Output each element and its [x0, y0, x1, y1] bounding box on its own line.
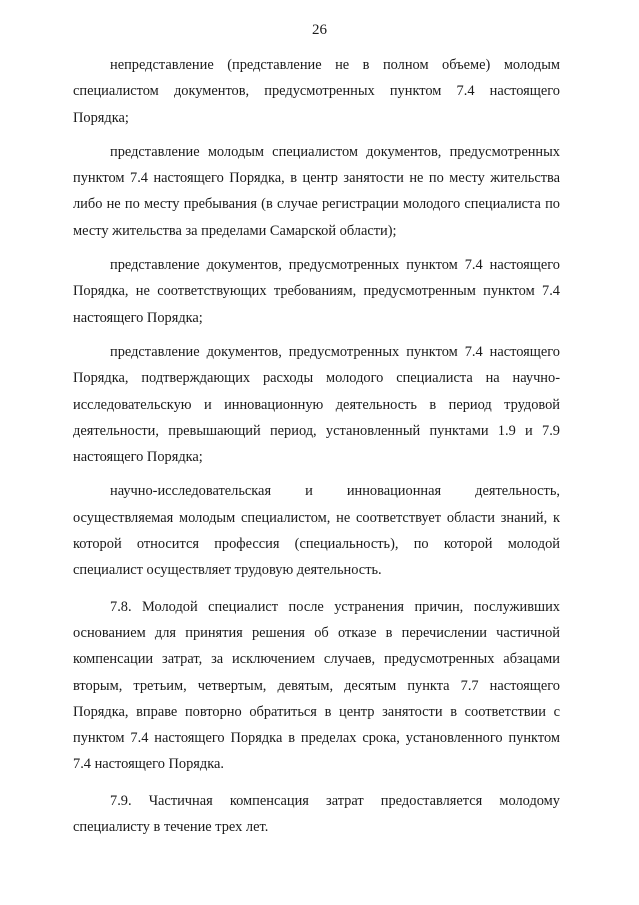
paragraph: непредставление (представление не в полном объеме) молодым специалистом документов, предусмотренных пунктом 7.4 настоящего Порядка;	[73, 57, 560, 126]
paragraph: представление документов, предусмотренных пунктом 7.4 настоящего Порядка, не соответствующих требованиям, предусмотренным пунктом 7.4 настоящего Порядка;	[73, 257, 560, 326]
page-number: 26	[312, 22, 327, 38]
paragraph: представление документов, предусмотренных пунктом 7.4 настоящего Порядка, подтверждающих расходы молодого специалиста на научно-исследовательскую и инновационную деятельность в период трудовой деятельности, превышающий период, установленный пунктами 1.9 и 7.9 настоящего Порядка;	[73, 343, 560, 466]
paragraph: научно-исследовательская и инновационная деятельность, осуществляемая молодым специалистом, не соответствует области знаний, к которой относится профессия (специальность), по которой молодой специалист осуществляет трудовую деятельность.	[73, 483, 560, 579]
paragraph: 7.9. Частичная компенсация затрат предоставляется молодому специалисту в течение трех лет.	[73, 792, 560, 836]
document-body	[73, 52, 560, 840]
paragraph: представление молодым специалистом документов, предусмотренных пунктом 7.4 настоящего Порядка, в центр занятости не по месту жительства либо не по месту пребывания (в случае регистрации молодого специалиста по месту жительства за пределами Самарской области);	[73, 143, 560, 239]
paragraph: 7.8. Молодой специалист после устранения причин, послуживших основанием для принятия решения об отказе в перечислении частичной компенсации затрат, за исключением случаев, предусмотренных абзацами вторым, третьим, четвертым, девятым, десятым пункта 7.7 настоящего Порядка, вправе повторно обратиться в центр занятости в соответствии с пунктом 7.4 настоящего Порядка в пределах срока, установленного пунктом 7.4 настоящего Порядка.	[73, 598, 560, 773]
